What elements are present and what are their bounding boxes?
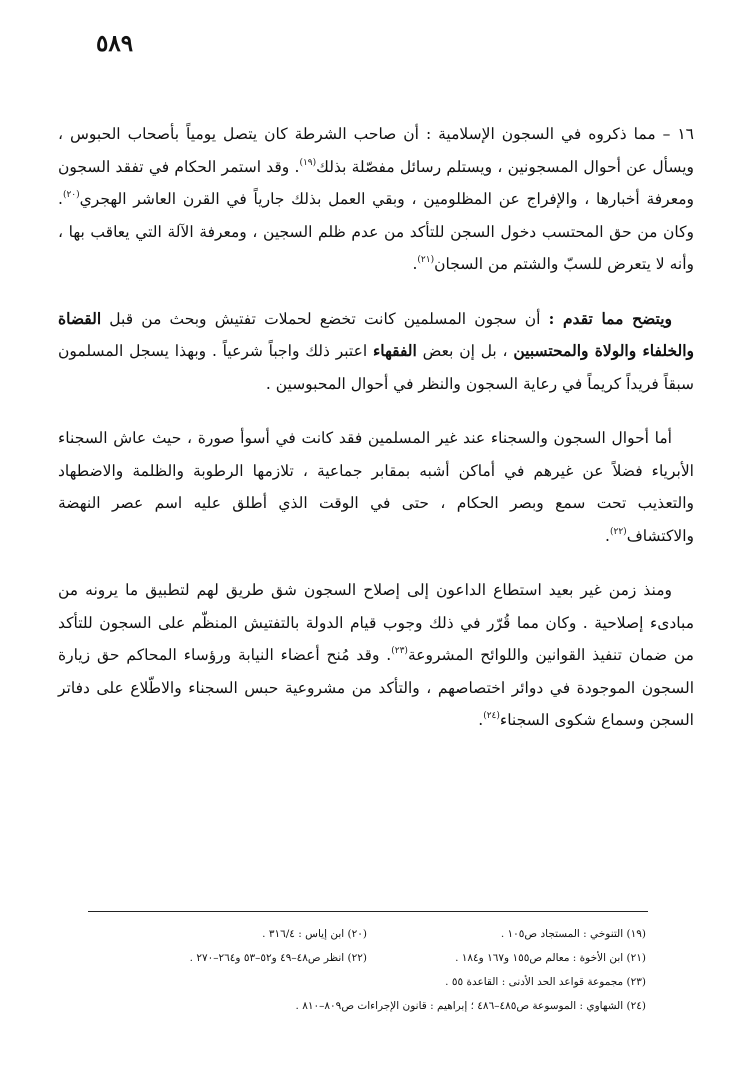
footnote-21: (٢١) ابن الأخوة : معالم ص١٥٥ و١٦٧ و١٨٤ . <box>455 952 646 964</box>
footnote-divider <box>88 911 648 912</box>
footnote-24: (٢٤) الشهاوي : الموسوعة ص٤٨٥–٤٨٦ ؛ إبراهيم : قانون الإجراءات ص٨٠٩–٨١٠ . <box>295 1000 646 1012</box>
paragraph-1-part-c: . وكان من حق المحتسب دخول السجن للتأكد من عدم ظلم السجين ، ومعرفة الآلة التي يعاقب بها ، وأنه لا يتعرض للسبّ والشتم من السجان <box>58 190 694 273</box>
paragraph-4 <box>58 574 694 737</box>
footnote-ref-24: (٢٤) <box>483 711 500 721</box>
paragraph-1-part-d: . <box>412 255 418 273</box>
paragraph-2-bold-2: الفقهاء <box>372 341 417 360</box>
paragraph-2-part-a: أن سجون المسلمين كانت تخضع لحملات تفتيش وبحث من قبل <box>101 309 549 328</box>
footnote-ref-22: (٢٢) <box>609 526 627 537</box>
footnote-19: (١٩) التنوخي : المستجاد ص١٠٥ . <box>500 928 646 940</box>
page-number: ٥٨٩ <box>96 30 134 57</box>
footnote-ref-21: (٢١) <box>417 255 435 265</box>
footnote-20: (٢٠) ابن إياس : ٣١٦/٤ . <box>262 928 367 940</box>
footnotes <box>88 922 646 1018</box>
footnote-ref-20: (٢٠) <box>62 190 80 200</box>
footnote-row <box>88 922 646 946</box>
paragraph-4-part-a: ومنذ زمن غير بعيد استطاع الداعون إلى إصلاح السجون شق طريق لهم لتطبيق ما يرونه من مبادىء إصلاحية . وكان مما قُرّر في ذلك وجوب قيام الدولة بالتفتيش المنظّم على السجون للتأكد من ضمان تنفيذ القوانين واللوائح المشروعة <box>58 581 694 664</box>
footnote-23: (٢٣) مجموعة قواعد الحد الأدنى : القاعدة ٥٥ . <box>445 976 646 988</box>
footnote-ref-23: (٢٣) <box>391 646 408 656</box>
paragraph-2-part-c: اعتبر ذلك واجباً شرعياً . وبهذا يسجل المسلمون سبقاً فريداً كريماً في رعاية السجون والنظر في أحوال المحبوسين . <box>58 342 694 393</box>
main-text <box>58 118 694 759</box>
footnote-ref-19: (١٩) <box>299 157 317 168</box>
paragraph-2-bold-1: القضاة والخلفاء والولاة والمحتسبين <box>58 308 694 360</box>
paragraph-2 <box>58 303 694 401</box>
paragraph-3 <box>58 422 694 552</box>
footnote-22: (٢٢) انظر ص٤٨–٤٩ و٥٢–٥٣ و٢٦٤–٢٧٠ . <box>189 952 367 964</box>
footnote-row <box>88 946 646 970</box>
paragraph-1 <box>58 118 694 281</box>
paragraph-1-part-a: ١٦ – مما ذكروه في السجون الإسلامية : أن صاحب الشرطة كان يتصل يومياً بأصحاب الحبوس ، ويسأل عن أحوال المسجونين ، ويستلم رسائل مفصّلة بذلك <box>58 125 694 176</box>
paragraph-1-part-b: . وقد استمر الحكام في تفقد السجون ومعرفة أخبارها ، والإفراج عن المظلومين ، وبقي العمل بذلك جارياً في القرن العاشر الهجري <box>58 157 694 208</box>
paragraph-4-part-c: . <box>478 711 484 729</box>
paragraph-2-part-b: ، بل إن بعض <box>416 342 514 360</box>
paragraph-2-lead: ويتضح مما تقدم : <box>548 308 672 328</box>
paragraph-3-part-b: . <box>605 526 610 545</box>
paragraph-4-part-b: . وقد مُنح أعضاء النيابة ورؤساء المحاكم حق زيارة السجون الموجودة في دوائر اختصاصهم ، والتأكد من مشروعية حبس السجناء والاطّلاع على دفاتر السجن وسماع شكوى السجناء <box>58 646 694 729</box>
paragraph-3-part-a: أما أحوال السجون والسجناء عند غير المسلمين فقد كانت في أسوأ صورة ، حيث عاش السجناء الأبرياء فضلاً عن غيرهم في أماكن أشبه بمقابر جماعية ، تلازمها الرطوبة والظلمة والاضطهاد والتعذيب تحت سمع وبصر الحكام ، حتى في الوقت الذي أطلق عليه اسم عصر النهضة والاكتشاف <box>58 429 694 545</box>
